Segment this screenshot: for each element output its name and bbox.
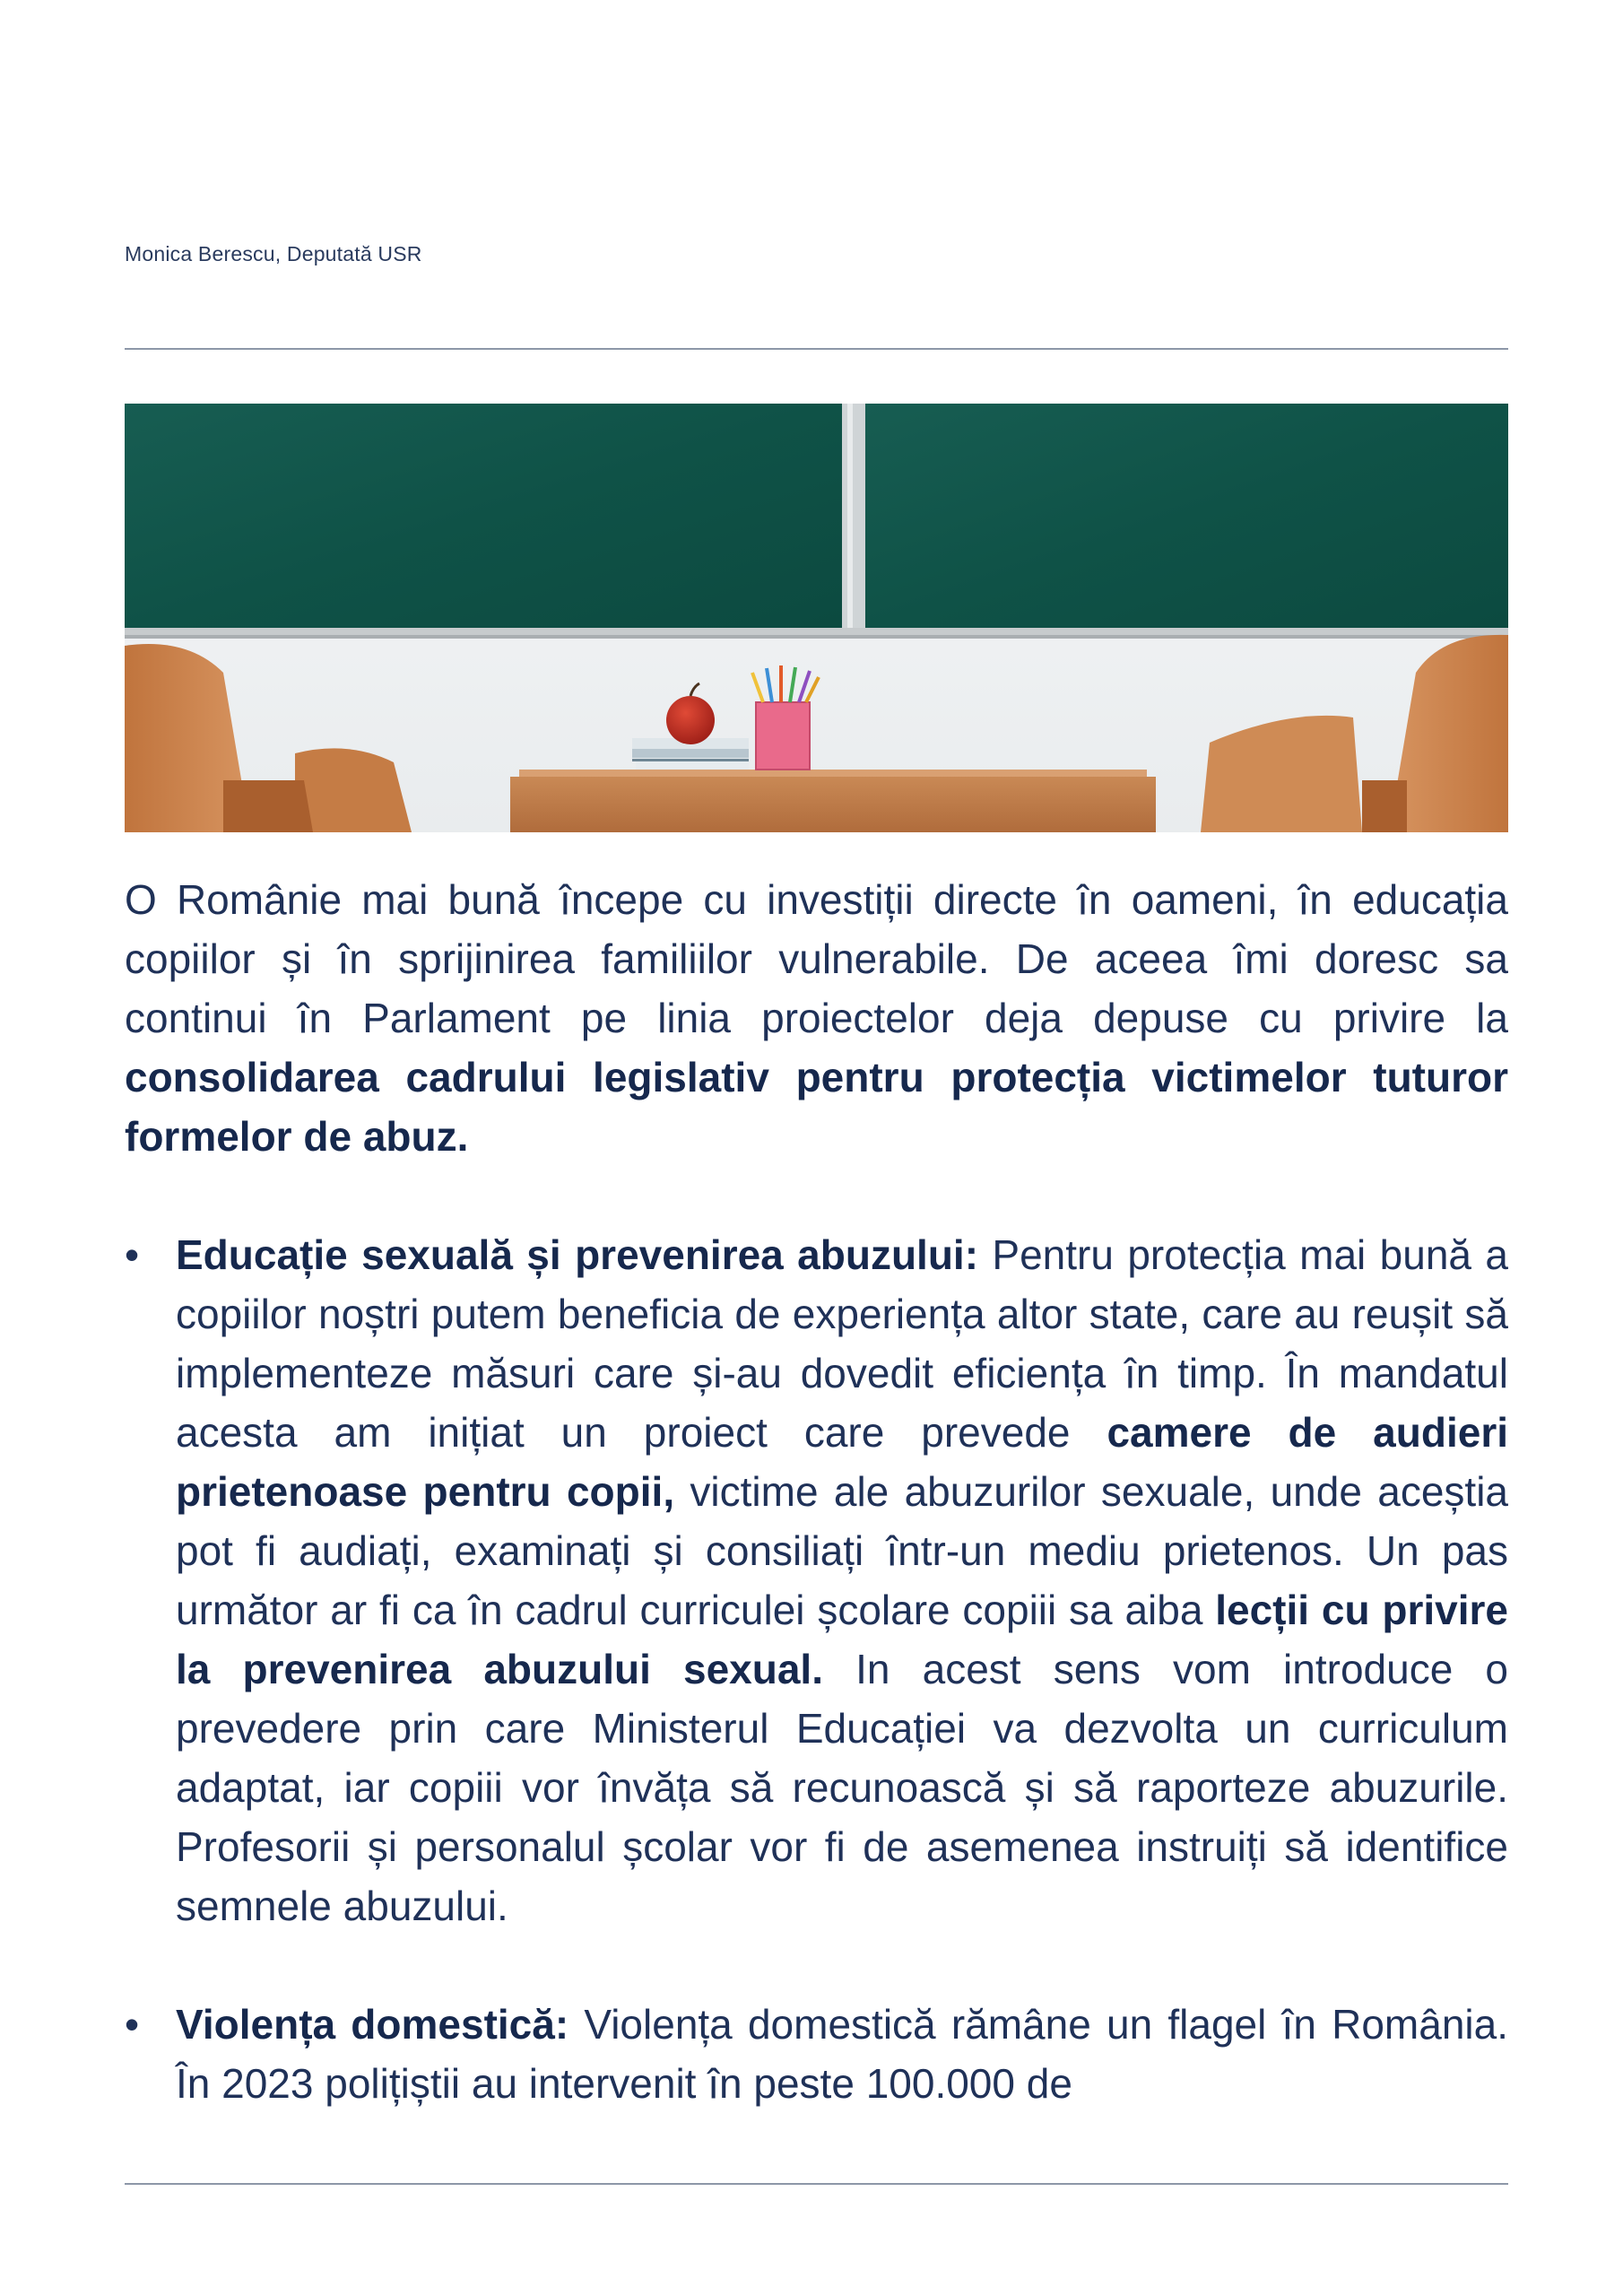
intro-text: O Românie mai bună începe cu investiții directe în oameni, în educația copiilor și în sprijinirea familiilor vulnerabile. De aceea îmi doresc sa continui în Parlament pe linia proiectelor deja depuse cu privire la <box>125 876 1508 1041</box>
bullet-marker: • <box>125 1231 140 1278</box>
intro-paragraph <box>125 870 1508 1166</box>
bullet-item-education <box>125 1225 1508 1935</box>
bullet-list <box>125 1225 1508 2113</box>
bullet-text: Pentru protecția mai bună a copiilor noștri putem beneficia de experiența altor state, care au reușit să implementeze măsuri care și-au dovedit eficiența în timp. În mandatul acesta am inițiat un proiect care prevede <box>176 1231 1508 1456</box>
bullet-title: Educație sexuală și prevenirea abuzului: <box>176 1231 979 1278</box>
top-divider <box>125 348 1508 350</box>
main-content <box>125 870 1508 2113</box>
bottom-divider <box>125 2183 1508 2185</box>
bullet-text: Violența domestică rămâne un flagel în România. În 2023 polițiștii au intervenit în peste 100.000 de <box>176 2001 1508 2107</box>
bullet-item-violence <box>125 1995 1508 2113</box>
bullet-text: victime ale abuzurilor sexuale, unde aceștia pot fi audiați, examinați și consiliați într-un mediu prietenos. Un pas următor ar fi ca în cadrul curriculei școlare copiii sa aiba <box>176 1468 1508 1633</box>
bullet-bold: camere de audieri prietenoase pentru copii, <box>176 1409 1509 1515</box>
bullet-title: Violența domestică: <box>176 2001 569 2048</box>
classroom-photo <box>125 404 1508 832</box>
bullet-text: In acest sens vom introduce o prevedere prin care Ministerul Educației va dezvolta un curriculum adaptat, iar copiii vor învăța să recunoască și să raporteze abuzurile. Profesorii și personalul școlar vor fi de asemenea instruiți să identifice semnele abuzului. <box>176 1646 1508 1929</box>
bullet-marker: • <box>125 2001 140 2048</box>
intro-bold: consolidarea cadrului legislativ pentru protecția victimelor tuturor formelor de abuz. <box>125 1054 1508 1160</box>
author-line: Monica Berescu, Deputată USR <box>125 242 422 265</box>
bullet-bold: lecții cu privire la prevenirea abuzului sexual. <box>176 1587 1508 1692</box>
